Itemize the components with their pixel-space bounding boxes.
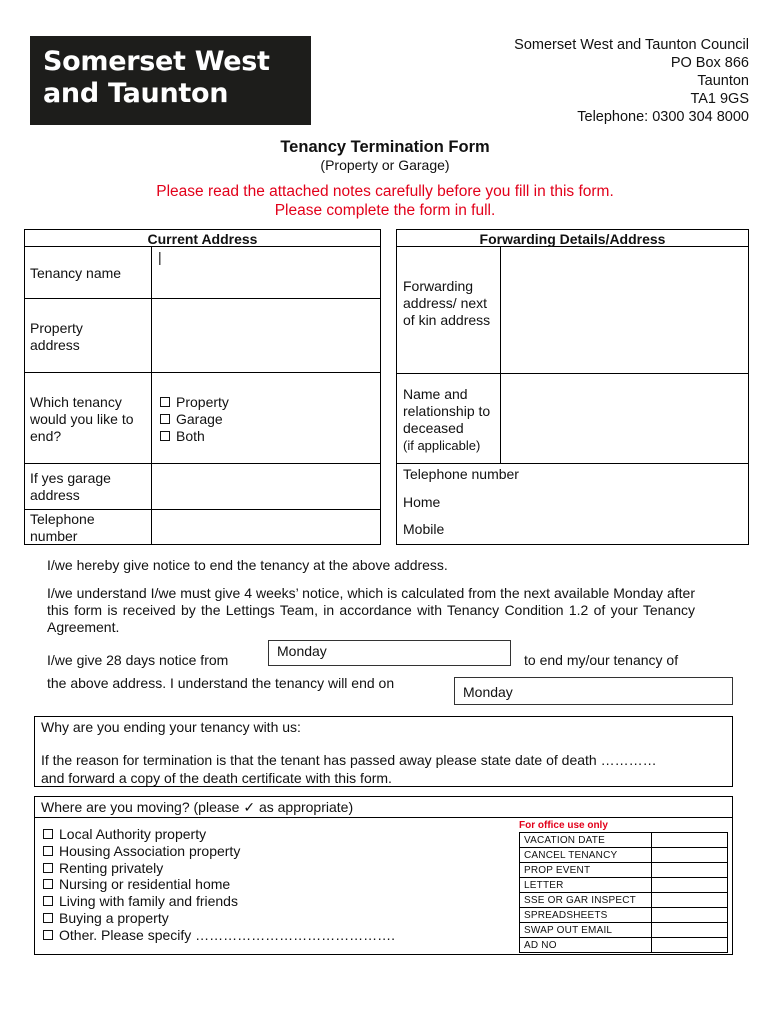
death-date-line[interactable]: If the reason for termination is that the tenant has passed away please state date of death ………… bbox=[41, 752, 657, 768]
forwarding-address-label: Forwarding address/ next of kin address bbox=[403, 278, 491, 328]
property-address-label: Property address bbox=[30, 320, 83, 353]
table-row bbox=[520, 893, 728, 908]
relationship-text: Name and relationship to deceased bbox=[403, 386, 491, 436]
table-row bbox=[520, 923, 728, 938]
checkbox[interactable] bbox=[43, 863, 53, 873]
forwarding-telephone-label: Telephone number bbox=[403, 466, 519, 482]
option-label: Garage bbox=[176, 410, 223, 427]
checkbox[interactable] bbox=[160, 397, 170, 407]
office-row-value[interactable] bbox=[652, 893, 728, 908]
office-row-label: LETTER bbox=[520, 878, 652, 893]
home-phone-label[interactable]: Home bbox=[403, 494, 441, 510]
give-days-label: I/we give 28 days notice from bbox=[47, 652, 229, 668]
forwarding-header: Forwarding Details/Address bbox=[479, 231, 666, 247]
moving-option-family[interactable] bbox=[43, 893, 395, 910]
office-row-label: SSE OR GAR INSPECT bbox=[520, 893, 652, 908]
notice-paragraph-2: I/we understand I/we must give 4 weeks’ notice, which is calculated from the next available Monday after this form is received by the Lettings Team, in accordance with Tenancy Condition 1.2 of your Tenancy Agreement. bbox=[47, 585, 695, 635]
notice-paragraph-1: I/we hereby give notice to end the tenancy at the above address. bbox=[47, 557, 448, 573]
option-label: Both bbox=[176, 427, 205, 444]
table-row bbox=[520, 863, 728, 878]
table-row bbox=[520, 938, 728, 953]
office-use-title: For office use only bbox=[519, 820, 608, 831]
table-row bbox=[520, 833, 728, 848]
logo-line-2: and Taunton bbox=[43, 78, 229, 109]
option-both[interactable] bbox=[160, 428, 229, 445]
relationship-field[interactable] bbox=[501, 374, 748, 463]
office-row-value[interactable] bbox=[652, 863, 728, 878]
council-postcode: TA1 9GS bbox=[690, 91, 749, 107]
option-label: Other. Please specify ……………………………………. bbox=[59, 926, 396, 943]
moving-question: Where are you moving? (please ✓ as appropriate) bbox=[41, 799, 354, 815]
notice-line-2: Please complete the form in full. bbox=[274, 202, 496, 219]
option-label: Buying a property bbox=[59, 909, 169, 926]
divider bbox=[34, 817, 733, 818]
garage-address-label: If yes garage address bbox=[30, 470, 111, 503]
moving-option-buying[interactable] bbox=[43, 910, 395, 927]
garage-address-field[interactable] bbox=[152, 464, 380, 509]
logo-line-1: Somerset West bbox=[43, 46, 270, 77]
divider bbox=[396, 463, 749, 464]
checkbox[interactable] bbox=[160, 414, 170, 424]
table-row bbox=[520, 848, 728, 863]
office-row-label: AD NO bbox=[520, 938, 652, 953]
telephone-field[interactable] bbox=[152, 510, 380, 545]
telephone-label: Telephone number bbox=[30, 511, 95, 544]
current-address-header: Current Address bbox=[147, 231, 258, 247]
option-property[interactable] bbox=[160, 394, 229, 411]
tenancy-name-field[interactable]: | bbox=[158, 249, 162, 265]
option-label: Nursing or residential home bbox=[59, 876, 231, 893]
office-row-value[interactable] bbox=[652, 848, 728, 863]
office-row-value[interactable] bbox=[652, 878, 728, 893]
tenancy-options bbox=[160, 394, 229, 444]
checkbox[interactable] bbox=[43, 930, 53, 940]
office-row-label: CANCEL TENANCY bbox=[520, 848, 652, 863]
option-label: Living with family and friends bbox=[59, 893, 238, 910]
office-row-label: SWAP OUT EMAIL bbox=[520, 923, 652, 938]
moving-option-local-authority[interactable] bbox=[43, 826, 395, 843]
mobile-phone-label[interactable]: Mobile bbox=[403, 521, 445, 537]
office-row-label: VACATION DATE bbox=[520, 833, 652, 848]
moving-option-other[interactable] bbox=[43, 927, 395, 944]
option-label: Property bbox=[176, 394, 229, 410]
property-address-field[interactable] bbox=[152, 299, 380, 372]
option-label: Local Authority property bbox=[59, 826, 207, 842]
relationship-note: (if applicable) bbox=[403, 438, 481, 453]
form-notice bbox=[0, 182, 770, 220]
table-row bbox=[520, 908, 728, 923]
end-tenancy-label: to end my/our tenancy of bbox=[524, 652, 679, 668]
council-po-box: PO Box 866 bbox=[670, 55, 749, 71]
tenancy-name-label: Tenancy name bbox=[30, 265, 122, 281]
office-row-value[interactable] bbox=[652, 938, 728, 953]
forwarding-address-field[interactable] bbox=[501, 247, 748, 373]
form-subtitle: (Property or Garage) bbox=[320, 157, 450, 173]
reason-question: Why are you ending your tenancy with us: bbox=[41, 719, 301, 735]
checkbox[interactable] bbox=[43, 829, 53, 839]
moving-option-housing-association[interactable] bbox=[43, 843, 395, 860]
death-certificate-line: and forward a copy of the death certificate with this form. bbox=[41, 770, 392, 786]
notice-line-1: Please read the attached notes carefully before you fill in this form. bbox=[156, 183, 614, 200]
which-tenancy-label: Which tenancy would you like to end? bbox=[30, 394, 134, 444]
checkbox[interactable] bbox=[43, 896, 53, 906]
tenancy-end-field[interactable]: Monday bbox=[454, 677, 733, 705]
checkbox[interactable] bbox=[43, 913, 53, 923]
checkbox[interactable] bbox=[43, 846, 53, 856]
notice-start-field[interactable]: Monday bbox=[268, 640, 511, 666]
moving-option-nursing-home[interactable] bbox=[43, 876, 395, 893]
moving-options bbox=[43, 826, 395, 944]
divider bbox=[24, 372, 381, 373]
moving-option-renting[interactable] bbox=[43, 860, 395, 877]
table-row bbox=[520, 878, 728, 893]
option-label: Housing Association property bbox=[59, 842, 241, 859]
checkbox[interactable] bbox=[43, 879, 53, 889]
council-telephone: Telephone: 0300 304 8000 bbox=[577, 109, 749, 125]
form-title: Tenancy Termination Form bbox=[280, 138, 490, 156]
office-row-value[interactable] bbox=[652, 923, 728, 938]
council-address bbox=[514, 36, 749, 126]
option-label: Renting privately bbox=[59, 859, 164, 876]
council-town: Taunton bbox=[697, 73, 749, 89]
office-row-value[interactable] bbox=[652, 833, 728, 848]
tenancy-end-label: the above address. I understand the tenancy will end on bbox=[47, 675, 395, 691]
office-use-table bbox=[519, 832, 728, 953]
office-row-label: SPREADSHEETS bbox=[520, 908, 652, 923]
office-row-value[interactable] bbox=[652, 908, 728, 923]
council-logo bbox=[30, 36, 311, 125]
council-name: Somerset West and Taunton Council bbox=[514, 37, 749, 53]
option-garage[interactable] bbox=[160, 411, 229, 428]
office-row-label: PROP EVENT bbox=[520, 863, 652, 878]
relationship-label bbox=[403, 386, 498, 454]
checkbox[interactable] bbox=[160, 431, 170, 441]
